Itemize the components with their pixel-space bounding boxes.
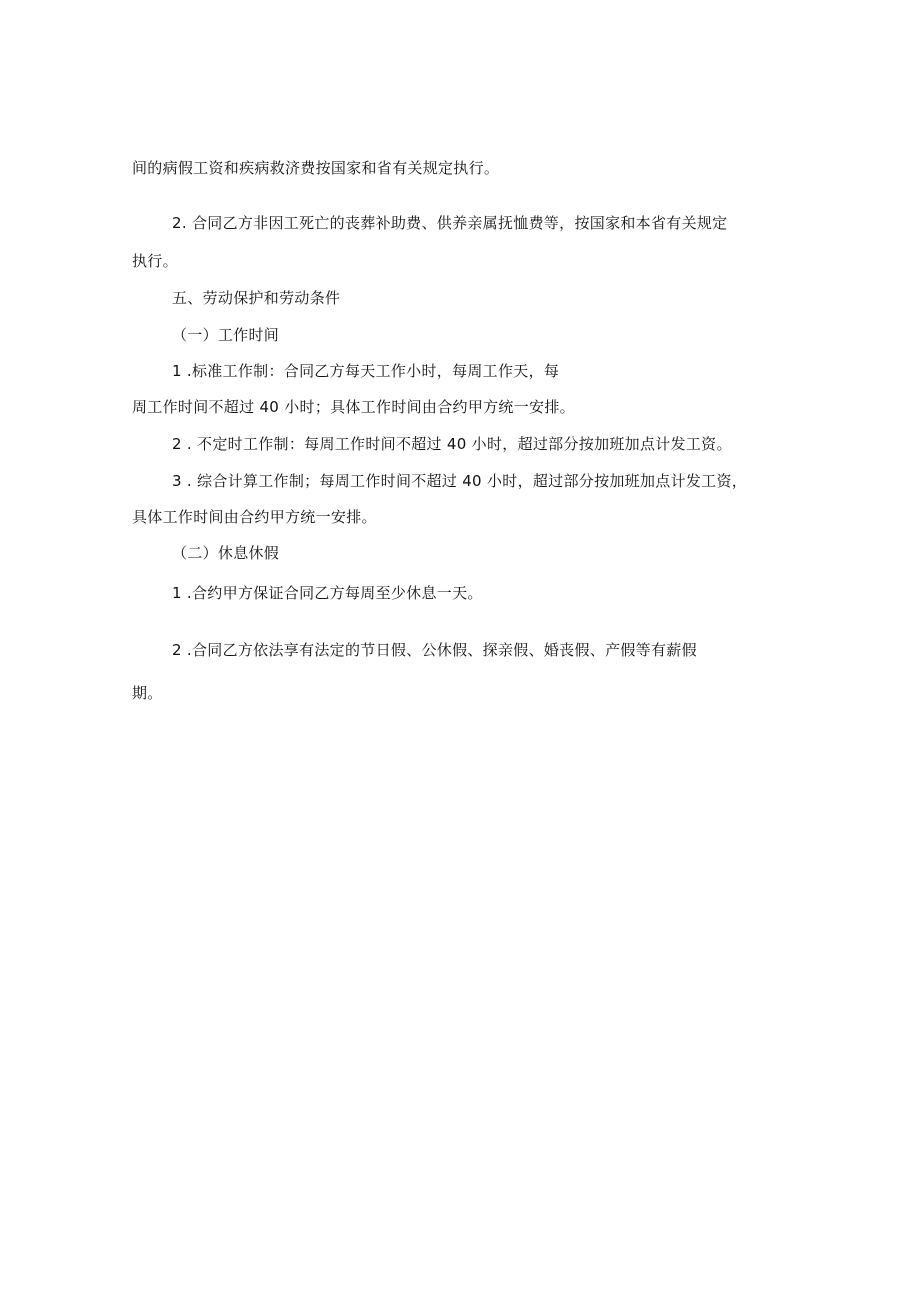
item-comprehensive-working-hours: 3 . 综合计算工作制；每周工作时间不超过 40 小时，超过部分按加班加点计发工资， [172,472,748,490]
item-weekly-rest: 1 .合约甲方保证合同乙方每周至少休息一天。 [172,584,483,602]
item-paid-leave-continuation: 期。 [132,684,163,702]
paragraph-funeral-subsidy: 2. 合同乙方非因工死亡的丧葬补助费、供养亲属抚恤费等，按国家和本省有关规定 [172,214,728,232]
item-standard-working-hours: 1 .标准工作制：合同乙方每天工作小时，每周工作天，每 [172,362,560,380]
paragraph-sick-pay-continuation: 间的病假工资和疾病救济费按国家和省有关规定执行。 [132,159,500,177]
item-paid-leave: 2 .合同乙方依法享有法定的节日假、公休假、探亲假、婚丧假、产假等有薪假 [172,641,697,659]
item-comprehensive-working-hours-continuation: 具体工作时间由合约甲方统一安排。 [132,508,377,526]
item-standard-working-hours-continuation: 周工作时间不超过 40 小时；具体工作时间由合约甲方统一安排。 [132,398,575,416]
item-flexible-working-hours: 2 . 不定时工作制：每周工作时间不超过 40 小时，超过部分按加班加点计发工资。 [172,435,732,453]
section-heading-labor-protection: 五、劳动保护和劳动条件 [172,289,341,307]
paragraph-funeral-subsidy-continuation: 执行。 [132,252,178,270]
subsection-heading-rest-and-leave: （二）休息休假 [172,544,280,562]
subsection-heading-working-hours: （一）工作时间 [172,326,280,344]
